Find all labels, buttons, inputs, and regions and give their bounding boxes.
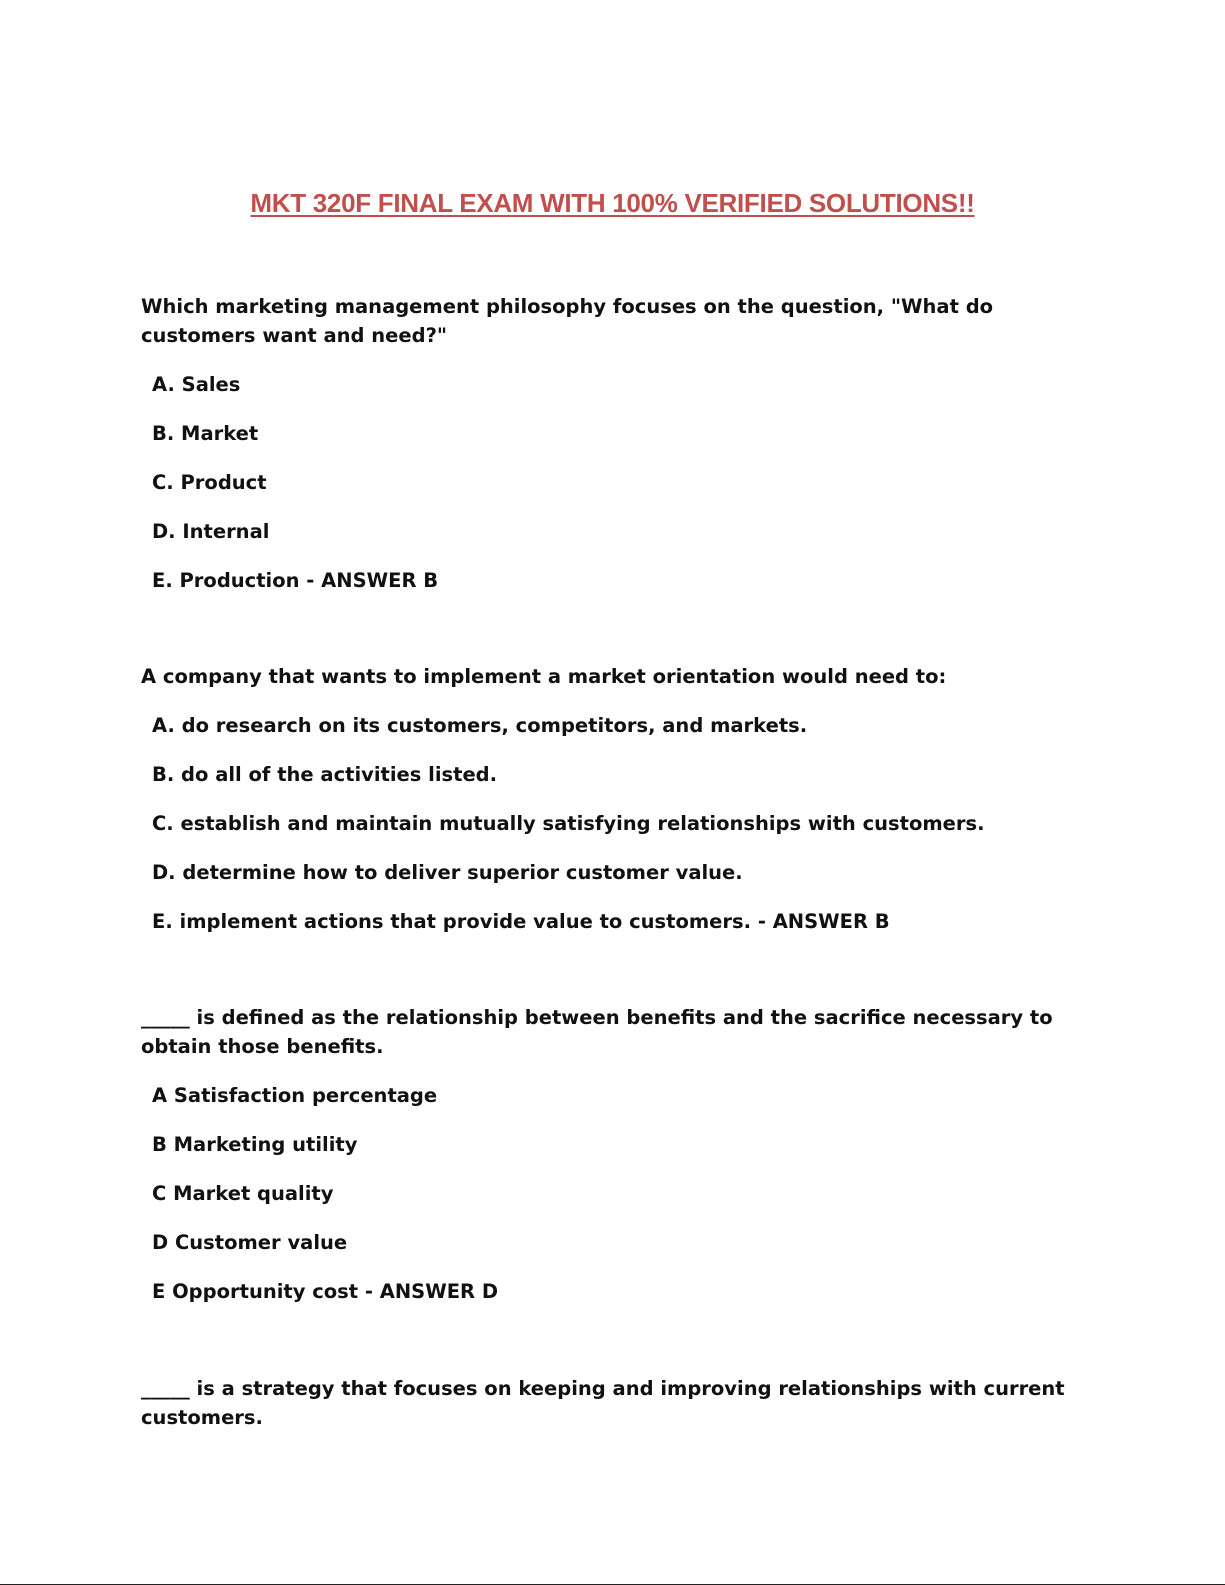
answer-option: B. do all of the activities listed. [152, 763, 498, 786]
answer-options [141, 711, 1101, 936]
answer-option: B Marketing utility [152, 1133, 358, 1156]
answer-option: C. Product [152, 471, 267, 494]
answer-option: A. do research on its customers, competitors, and markets. [152, 714, 808, 737]
question-prompt: A company that wants to implement a market orientation would need to: [141, 665, 947, 688]
answer-option: E. implement actions that provide value to customers. - ANSWER B [152, 910, 890, 933]
answer-option: D Customer value [152, 1231, 348, 1254]
answer-option: A. Sales [152, 373, 241, 396]
answer-options [141, 1081, 1101, 1306]
question-1 [141, 292, 1101, 595]
answer-option: E Opportunity cost - ANSWER D [152, 1280, 499, 1303]
answer-option: E. Production - ANSWER B [152, 569, 439, 592]
answer-option: A Satisfaction percentage [152, 1084, 438, 1107]
answer-option: C. establish and maintain mutually satisfying relationships with customers. [152, 812, 985, 835]
question-3 [141, 1003, 1101, 1306]
question-4 [141, 1374, 1101, 1432]
answer-option: B. Market [152, 422, 259, 445]
question-prompt: _____ is a strategy that focuses on keeping and improving relationships with current customers. [141, 1377, 1065, 1429]
answer-options [141, 370, 1101, 595]
answer-option: D. Internal [152, 520, 270, 543]
question-prompt: Which marketing management philosophy focuses on the question, "What do customers want and need?" [141, 295, 994, 347]
answer-option: D. determine how to deliver superior customer value. [152, 861, 743, 884]
answer-option: C Market quality [152, 1182, 334, 1205]
document-title: MKT 320F FINAL EXAM WITH 100% VERIFIED SOLUTIONS!! [250, 188, 975, 218]
question-prompt: _____ is defined as the relationship between benefits and the sacrifice necessary to obtain those benefits. [141, 1006, 1053, 1058]
question-2 [141, 662, 1101, 936]
